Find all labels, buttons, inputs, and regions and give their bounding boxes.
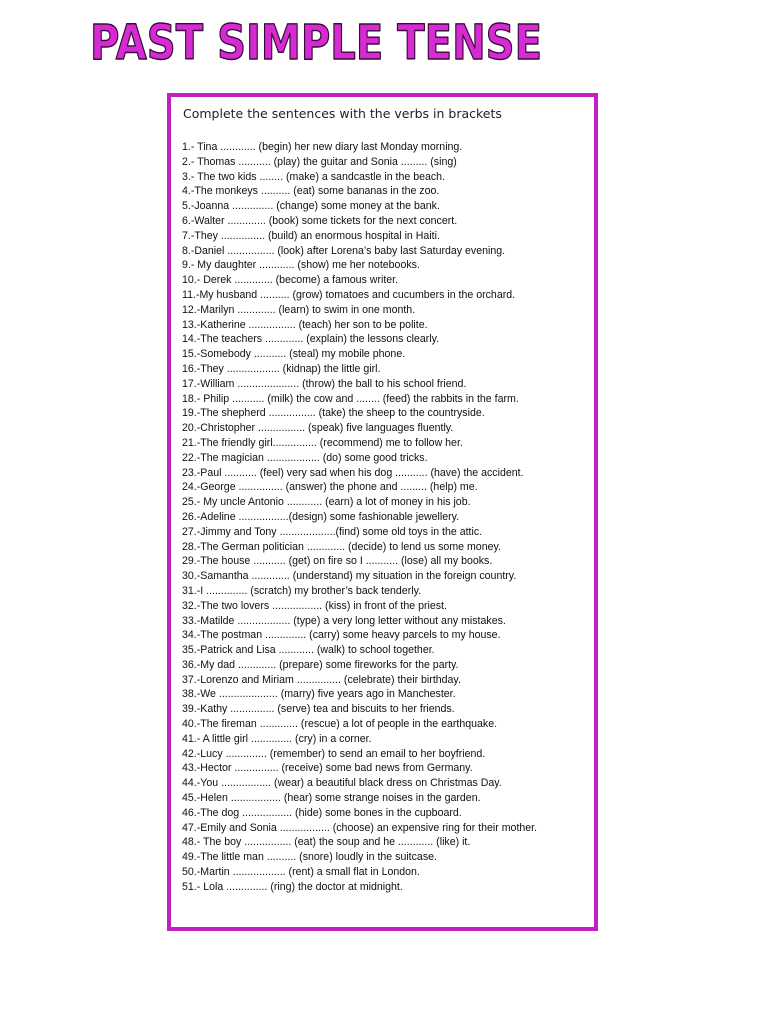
exercise-sentence: 5.-Joanna .............. (change) some money at the bank. [182, 200, 440, 213]
exercise-sentence: 33.-Matilde .................. (type) a very long letter without any mistakes. [182, 614, 506, 627]
exercise-sentence: 29.-The house ........... (get) on fire so I ........... (lose) all my books. [182, 555, 493, 568]
exercise-sentence: 42.-Lucy .............. (remember) to send an email to her boyfriend. [182, 747, 486, 760]
exercise-sentence: 1.- Tina ............ (begin) her new diary last Monday morning. [182, 141, 463, 153]
exercise-sentence: 6.-Walter ............. (book) some tickets for the next concert. [182, 214, 458, 227]
exercise-sentence: 18.- Philip ........... (milk) the cow and ........ (feed) the rabbits in the farm. [182, 392, 519, 405]
title-wordart [80, 4, 550, 70]
exercise-sentence: 48.- The boy ................ (eat) the soup and he ............ (like) it. [182, 836, 471, 849]
exercise-sentence: 7.-They ............... (build) an enormous hospital in Haiti. [182, 229, 440, 242]
exercise-sentence: 40.-The fireman ............. (rescue) a lot of people in the earthquake. [182, 718, 498, 731]
exercise-sentence: 41.- A little girl .............. (cry) in a corner. [182, 732, 372, 745]
exercise-sentence: 22.-The magician .................. (do) some good tricks. [182, 451, 428, 464]
exercise-sentence: 35.-Patrick and Lisa ............ (walk) to school together. [182, 644, 435, 657]
instructions: Complete the sentences with the verbs in brackets [183, 106, 502, 121]
exercise-sentence: 34.-The postman .............. (carry) some heavy parcels to my house. [182, 629, 501, 642]
exercise-sentence: 43.-Hector ............... (receive) some bad news from Germany. [182, 762, 473, 775]
exercise-sentence: 2.- Thomas ........... (play) the guitar and Sonia ......... (sing) [182, 155, 457, 168]
title-text: PAST SIMPLE TENSE [90, 15, 542, 71]
exercise-sentence: 16.-They .................. (kidnap) the little girl. [182, 362, 381, 375]
exercise-sentence: 11.-My husband .......... (grow) tomatoes and cucumbers in the orchard. [182, 288, 516, 301]
exercise-sentence: 26.-Adeline .................(design) some fashionable jewellery. [182, 510, 460, 523]
exercise-sentence: 32.-The two lovers ................. (kiss) in front of the priest. [182, 599, 447, 612]
exercise-sentence: 25.- My uncle Antonio ............ (earn) a lot of money in his job. [182, 496, 471, 509]
exercise-sentence: 21.-The friendly girl............... (recommend) me to follow her. [182, 436, 463, 449]
exercise-sentence: 27.-Jimmy and Tony ...................(find) some old toys in the attic. [182, 525, 483, 538]
exercise-sentence: 49.-The little man .......... (snore) loudly in the suitcase. [182, 851, 437, 864]
exercise-sentence: 51.- Lola .............. (ring) the doctor at midnight. [182, 880, 403, 893]
exercise-sentence: 10.- Derek ............. (become) a famous writer. [182, 274, 399, 287]
exercise-sentence: 13.-Katherine ................ (teach) her son to be polite. [182, 318, 428, 331]
exercise-sentence: 20.-Christopher ................ (speak) five languages fluently. [182, 422, 454, 435]
exercise-sentence: 31.-I .............. (scratch) my brother’s back tenderly. [182, 584, 422, 597]
exercise-sentence: 37.-Lorenzo and Miriam ............... (celebrate) their birthday. [182, 673, 461, 686]
exercise-sentence: 45.-Helen ................. (hear) some strange noises in the garden. [182, 792, 481, 805]
worksheet-title [80, 4, 550, 70]
exercise-sentence: 44.-You ................. (wear) a beautiful black dress on Christmas Day. [182, 777, 502, 790]
exercise-sentence: 50.-Martin .................. (rent) a small flat in London. [182, 866, 420, 879]
exercise-sentence: 36.-My dad ............. (prepare) some fireworks for the party. [182, 658, 459, 671]
exercise-sentence: 47.-Emily and Sonia ................. (choose) an expensive ring for their mother. [182, 821, 538, 834]
exercise-sentence: 19.-The shepherd ................ (take) the sheep to the countryside. [182, 407, 485, 420]
exercise-sentence: 46.-The dog ................. (hide) some bones in the cupboard. [182, 806, 462, 819]
exercise-sentence: 17.-William ..................... (throw) the ball to his school friend. [182, 377, 467, 390]
exercise-sentence: 30.-Samantha ............. (understand) my situation in the foreign country. [182, 570, 517, 583]
exercise-sentence: 24.-George ............... (answer) the phone and ......... (help) me. [182, 481, 478, 494]
exercise-sentence: 9.- My daughter ............ (show) me her notebooks. [182, 259, 420, 272]
exercise-sentence: 3.- The two kids ........ (make) a sandcastle in the beach. [182, 170, 446, 183]
exercise-sentence: 15.-Somebody ........... (steal) my mobile phone. [182, 348, 406, 361]
exercise-sentence: 28.-The German politician ............. (decide) to lend us some money. [182, 540, 501, 553]
exercise-list [182, 140, 537, 895]
exercise-sentence: 39.-Kathy ............... (serve) tea and biscuits to her friends. [182, 703, 455, 716]
exercise-sentence: 14.-The teachers ............. (explain) the lessons clearly. [182, 333, 440, 346]
exercise-sentence: 4.-The monkeys .......... (eat) some bananas in the zoo. [182, 185, 440, 198]
exercise-sentence: 12.-Marilyn ............. (learn) to swim in one month. [182, 303, 416, 316]
exercise-sentence: 38.-We .................... (marry) five years ago in Manchester. [182, 688, 456, 701]
exercise-sentence: 8.-Daniel ................ (look) after Lorena’s baby last Saturday evening. [182, 244, 506, 257]
exercise-panel [167, 93, 598, 931]
exercise-sentence: 23.-Paul ........... (feel) very sad when his dog ........... (have) the accident. [182, 466, 524, 479]
